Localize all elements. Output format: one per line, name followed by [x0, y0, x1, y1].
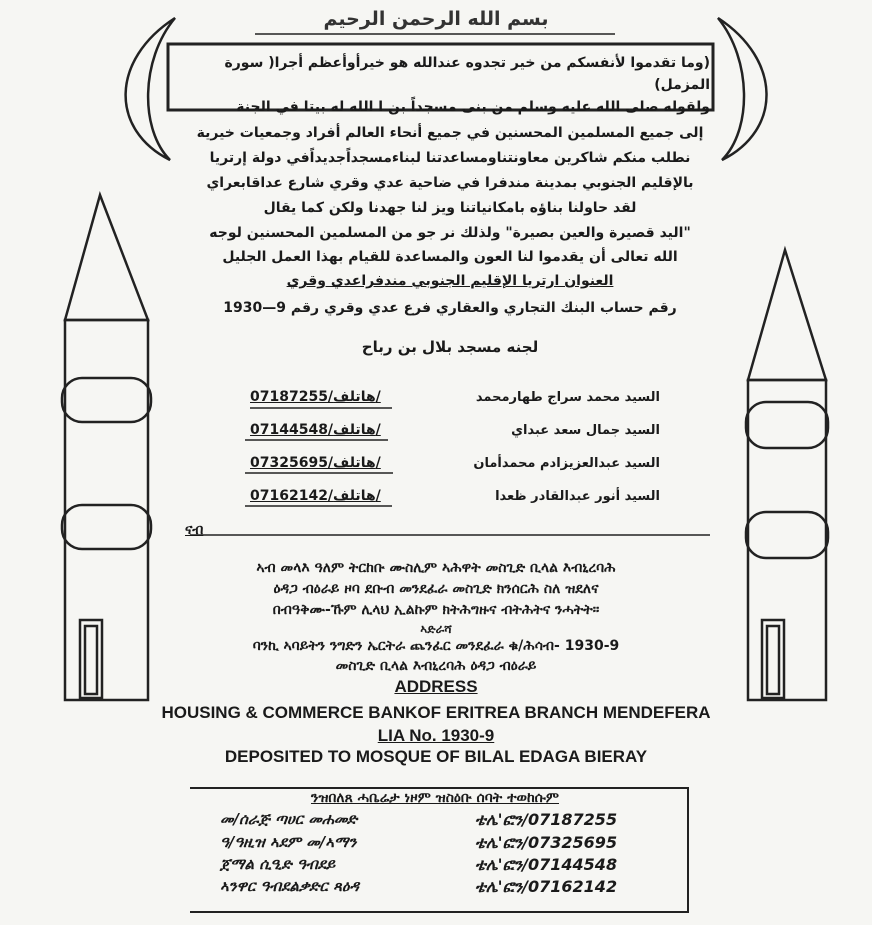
address-label: ADDRESS [394, 677, 478, 696]
appeal-address: العنوان ارتريا الإقليم الجنوبي مندفراعدي وقري [286, 273, 614, 289]
tigrinya-line: ባንኪ ኣባይትን ንግድን ኤርትራ ጨንፈር መንደፈራ ቁ/ሕሳብ- 1930-9 [252, 638, 620, 654]
committee-title: لجنه مسجد بلال بن رباح [361, 338, 539, 356]
member-phone: 07325695/هاتلف/ [250, 455, 381, 471]
account-number-line: رقم حساب البنك التجاري والعقاري فرع عدي وقري رقم 9—1930 [223, 300, 677, 316]
deposited-to: DEPOSITED TO MOSQUE OF BILAL EDAGA BIERAY [224, 747, 648, 766]
tigrinya-address-label: ኣድራሻ [420, 622, 452, 636]
tigrinya-line: በብዓቅሙ-ኹም ሊላህ ኢልኩም ክትሕግዙና ብትሕትና ንሓትት። [272, 602, 600, 618]
appeal-line: بالإقليم الجنوبي بمدينة مندفرا في ضاحية عدي وقري شارع عداقابعراي [206, 175, 694, 191]
contact-phone: ቴሌ'ፎን/07144548 [475, 855, 618, 874]
contacts-heading: ንዝበለጸ ሓቤሬታ ነዞም ዝስዕቡ ሰባት ተወከሱም [310, 790, 559, 806]
member-name: السيد أنور عبدالقادر ظعدا [495, 489, 660, 504]
member-name: السيد عبدالعزيزادم محمدأمان [473, 456, 660, 471]
member-name: السيد محمد سراج طهارمحمد [475, 390, 660, 405]
contact-phone: ቴሌ'ፎን/07162142 [475, 877, 618, 896]
quran-line-2: ولقوله صلى الله عليه وسلم من بنى مسجداً بن ا الله له بيتا في الجنة [236, 99, 710, 115]
appeal-line: لقد حاولنا بناؤه بامكانياتنا ويز لنا جهدنا ولكن كما يقال [263, 200, 637, 216]
bank-name: HOUSING & COMMERCE BANKOF ERITREA BRANCH MENDEFERA [161, 703, 711, 722]
contact-name: ዓ/ዓዚዝ ኣደም መ/ኣማን [220, 833, 357, 851]
basmala-heading: بسم الله الرحمن الرحيم [323, 8, 549, 30]
quran-verse [190, 52, 710, 118]
contact-name: ጀማል ሲዒድ ዓብደይ [220, 855, 336, 873]
member-phone: 07162142/هاتلف/ [250, 488, 381, 504]
tigrinya-line: ኣብ መላእ ዓለም ትርከቡ ሙስሊም ኣሕዋት መስጊድ ቢላል እብኒረባሕ [256, 560, 616, 576]
right-minaret-icon [746, 250, 828, 700]
appeal-line: الله تعالى أن يقدموا لنا العون والمساعدة للقيام بهذا العمل الجليل [222, 249, 678, 265]
appeal-line: نطلب منكم شاكرين معاونتناومساعدتنا لبناءمسجداًجديداًفي دولة إرتريا [209, 150, 691, 166]
contact-phone: ቴሌ'ፎን/07325695 [475, 833, 618, 852]
member-phone: 07144548/هاتلف/ [250, 422, 381, 438]
appeal-line: إلى جميع المسلمين المحسنين في جميع أنحاء العالم أفراد وجمعيات خيرية [196, 125, 704, 141]
quran-line-1: (وما تقدموا لأنفسكم من خير تجدوه عندالله هو خيرأوأعظم أجرا( سورة المزمل) [224, 55, 710, 93]
contact-name: ኣንዋር ዓብደልቃድር ጻዕዳ [220, 877, 359, 895]
appeal-line: "اليد قصيرة والعين بصيرة" ولذلك نر جو من المسلمين المحسنين لوجه [209, 225, 691, 241]
tigrinya-line: ዕዳጋ ብዕራይ ዞባ ደቡብ መንደፈራ መስጊድ ክንሰርሕ ስለ ዝደለና [273, 581, 599, 597]
contact-phone: ቴሌ'ፎን/07187255 [475, 810, 618, 829]
member-name: السيد جمال سعد عبداي [511, 423, 660, 438]
tigrinya-line: መስጊድ ቢላል እብኒረባሕ ዕዳጋ ብዕራይ [335, 658, 537, 674]
member-phone: 07187255/هاتلف/ [250, 389, 381, 405]
tigrinya-heading: ናብ [185, 522, 204, 538]
left-minaret-icon [62, 195, 151, 700]
lia-number: LIA No. 1930-9 [377, 726, 495, 745]
contact-name: መ/ሰራጅ ጣሀር መሐመድ [220, 810, 358, 828]
